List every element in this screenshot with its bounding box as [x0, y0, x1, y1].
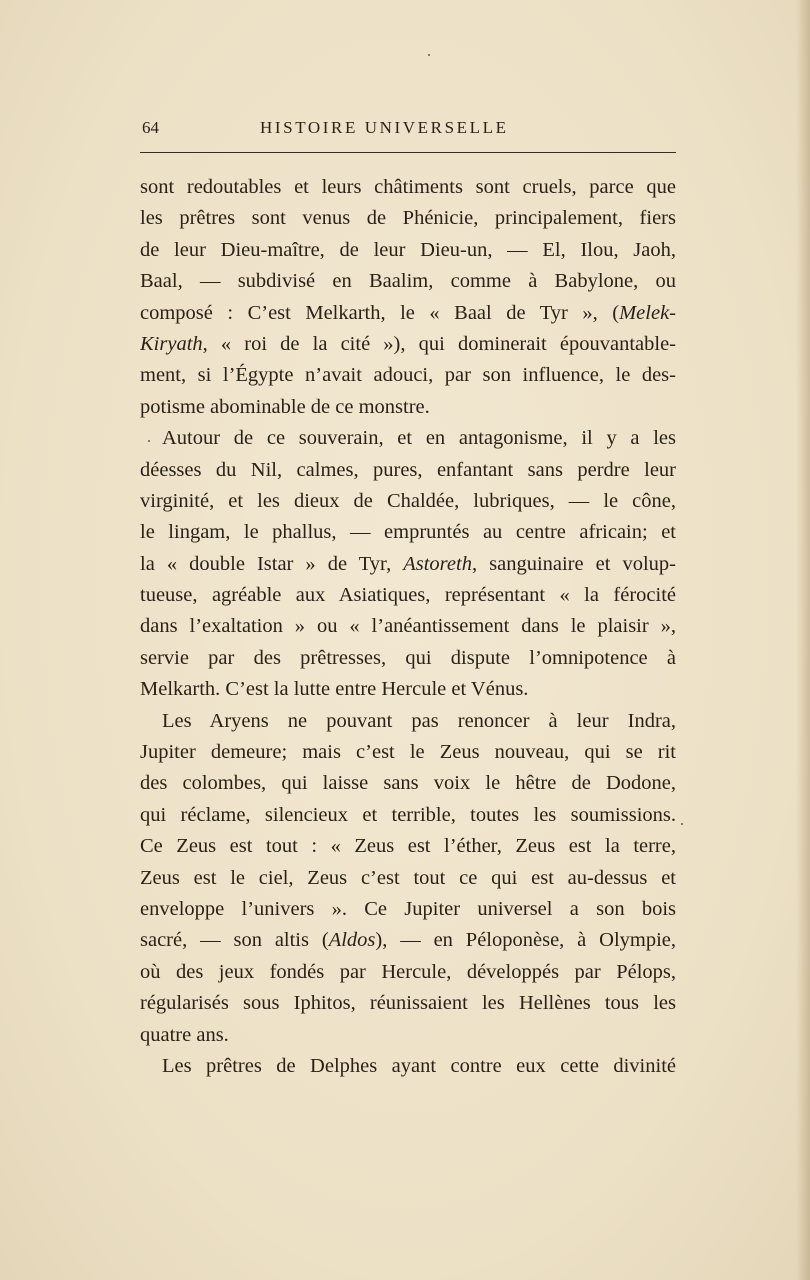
header-rule	[140, 152, 676, 153]
page-number: 64	[142, 118, 159, 137]
text-line: le lingam, le phallus, — empruntés au centre africain; et	[140, 521, 676, 544]
text-line: servie par des prêtresses, qui dispute l’omnipotence à	[140, 646, 676, 669]
text-line: virginité, et les dieux de Chaldée, lubriques, — le cône,	[140, 489, 676, 512]
text-line: Kiryath, « roi de la cité »), qui dominerait épouvantable-	[140, 332, 676, 355]
text-line: qui réclame, silencieux et terrible, toutes les soumissions.	[140, 803, 676, 826]
text-line: quatre ans.	[140, 1023, 229, 1046]
text-line: Ce Zeus est tout : « Zeus est l’éther, Zeus est la terre,	[140, 835, 676, 858]
running-title: HISTOIRE UNIVERSELLE	[260, 118, 509, 137]
text-line: Les prêtres de Delphes ayant contre eux cette divinité	[162, 1054, 676, 1077]
text-line: des colombes, qui laisse sans voix le hêtre de Dodone,	[140, 772, 676, 795]
italic-term: Astoreth	[403, 552, 472, 575]
text-line: dans l’exaltation » ou « l’anéantissement dans le plaisir »,	[140, 615, 676, 638]
text-line: déesses du Nil, calmes, pures, enfantant sans perdre leur	[140, 458, 676, 481]
speck	[681, 823, 683, 825]
italic-term: Melek-	[619, 301, 676, 324]
text-line: les prêtres sont venus de Phénicie, principalement, fiers	[140, 207, 676, 230]
text-line: Baal, — subdivisé en Baalim, comme à Babylone, ou	[140, 270, 676, 293]
text-line: Autour de ce souverain, et en antagonisme, il y a les	[162, 427, 676, 450]
text-line: enveloppe l’univers ». Ce Jupiter universel a son bois	[140, 897, 676, 920]
text-line: régularisés sous Iphitos, réunissaient les Hellènes tous les	[140, 992, 676, 1015]
text-line: Jupiter demeure; mais c’est le Zeus nouveau, qui se rit	[140, 741, 676, 764]
text-line: composé : C’est Melkarth, le « Baal de Tyr », (Melek-	[140, 301, 676, 324]
text-line: sont redoutables et leurs châtiments sont cruels, parce que	[140, 176, 676, 198]
text-line: la « double Istar » de Tyr, Astoreth, sanguinaire et volup-	[140, 552, 676, 575]
text-line: ment, si l’Égypte n’avait adouci, par son influence, le des-	[140, 364, 676, 387]
text-line: de leur Dieu-maître, de leur Dieu-un, — El, Ilou, Jaoh,	[140, 238, 676, 261]
speck	[428, 54, 430, 56]
text-line: où des jeux fondés par Hercule, développés par Pélops,	[140, 960, 676, 983]
text-line: Zeus est le ciel, Zeus c’est tout ce qui est au-dessus et	[140, 866, 676, 889]
text-line: Melkarth. C’est la lutte entre Hercule et Vénus.	[140, 678, 529, 701]
text-line: Les Aryens ne pouvant pas renoncer à leur Indra,	[162, 709, 676, 732]
text-line: tueuse, agréable aux Asiatiques, représentant « la férocité	[140, 584, 676, 607]
italic-term: Kiryath	[140, 332, 203, 355]
italic-term: Aldos	[328, 929, 376, 952]
running-header	[140, 116, 676, 146]
body-text	[140, 172, 676, 1082]
text-line: potisme abominable de ce monstre.	[140, 395, 430, 418]
text-line: sacré, — son altis (Aldos), — en Péloponèse, à Olympie,	[140, 929, 676, 952]
page-edge-shadow	[796, 0, 810, 1280]
